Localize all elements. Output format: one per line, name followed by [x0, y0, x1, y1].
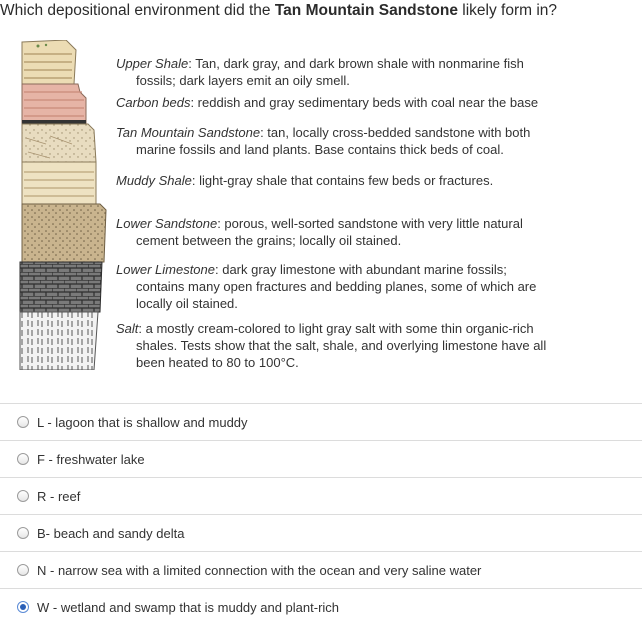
- radio-button[interactable]: [17, 416, 29, 428]
- layer-text-cont: fossils; dark layers emit an oily smell.: [136, 73, 350, 88]
- answer-option-f[interactable]: [0, 440, 642, 477]
- layer-carbon-beds: [116, 94, 586, 111]
- layer-text-cont: locally oil stained.: [136, 296, 238, 311]
- question-suffix: likely form in?: [457, 2, 558, 19]
- answer-options: [0, 403, 642, 625]
- layer-term: Muddy Shale: [116, 173, 192, 188]
- question-text: [0, 2, 640, 20]
- layer-text: : Tan, dark gray, and dark brown shale with nonmarine fish: [188, 56, 524, 71]
- answer-option-b[interactable]: [0, 514, 642, 551]
- layer-term: Upper Shale: [116, 56, 189, 71]
- radio-button[interactable]: [17, 453, 29, 465]
- layer-term: Tan Mountain Sandstone: [116, 125, 261, 140]
- layer-term: Lower Limestone: [116, 262, 215, 277]
- layer-text-cont: cement between the grains; locally oil stained.: [136, 233, 402, 248]
- question-prefix: Which depositional environment did the: [0, 2, 275, 19]
- answer-option-r[interactable]: [0, 477, 642, 514]
- layer-term: Lower Sandstone: [116, 216, 218, 231]
- layer-text-cont: been heated to 80 to 100°C.: [136, 355, 299, 370]
- layer-text-cont: marine fossils and land plants. Base contains thick beds of coal.: [136, 142, 504, 157]
- option-label[interactable]: F - freshwater lake: [37, 451, 145, 467]
- layer-text: : reddish and gray sedimentary beds with coal near the base: [190, 95, 539, 110]
- radio-button[interactable]: [17, 490, 29, 502]
- option-label[interactable]: R - reef: [37, 488, 81, 504]
- option-label[interactable]: B- beach and sandy delta: [37, 525, 185, 541]
- question-subject: Tan Mountain Sandstone: [274, 2, 458, 19]
- answer-option-n[interactable]: [0, 551, 642, 588]
- answer-option-l[interactable]: [0, 403, 642, 440]
- layer-term: Carbon beds: [116, 95, 191, 110]
- layer-muddy-shale: [116, 172, 586, 189]
- option-label[interactable]: W - wetland and swamp that is muddy and plant-rich: [37, 599, 340, 615]
- layer-lower-limestone: [116, 261, 586, 312]
- layer-text: : tan, locally cross-bedded sandstone with both: [260, 125, 531, 140]
- stratigraphic-column-image: [16, 40, 108, 370]
- layer-tan-mountain-sandstone: [116, 124, 586, 158]
- answer-option-w[interactable]: [0, 588, 642, 625]
- radio-button[interactable]: [17, 527, 29, 539]
- radio-button[interactable]: [17, 564, 29, 576]
- option-label[interactable]: L - lagoon that is shallow and muddy: [37, 414, 248, 430]
- layer-upper-shale: [116, 55, 586, 89]
- layer-text-cont: shales. Tests show that the salt, shale, and overlying limestone have all: [136, 338, 547, 353]
- layer-salt: [116, 320, 586, 371]
- layer-term: Salt: [116, 321, 139, 336]
- layer-text: : light-gray shale that contains few beds or fractures.: [191, 173, 494, 188]
- layer-text: : a mostly cream-colored to light gray salt with some thin organic-rich: [138, 321, 534, 336]
- layer-text: : dark gray limestone with abundant marine fossils;: [215, 262, 507, 277]
- layer-text: : porous, well-sorted sandstone with very little natural: [217, 216, 523, 231]
- layer-text-cont: contains many open fractures and bedding planes, some of which are: [136, 279, 537, 294]
- radio-button-selected[interactable]: [17, 601, 29, 613]
- option-label[interactable]: N - narrow sea with a limited connection with the ocean and very saline water: [37, 562, 482, 578]
- layer-lower-sandstone: [116, 215, 586, 249]
